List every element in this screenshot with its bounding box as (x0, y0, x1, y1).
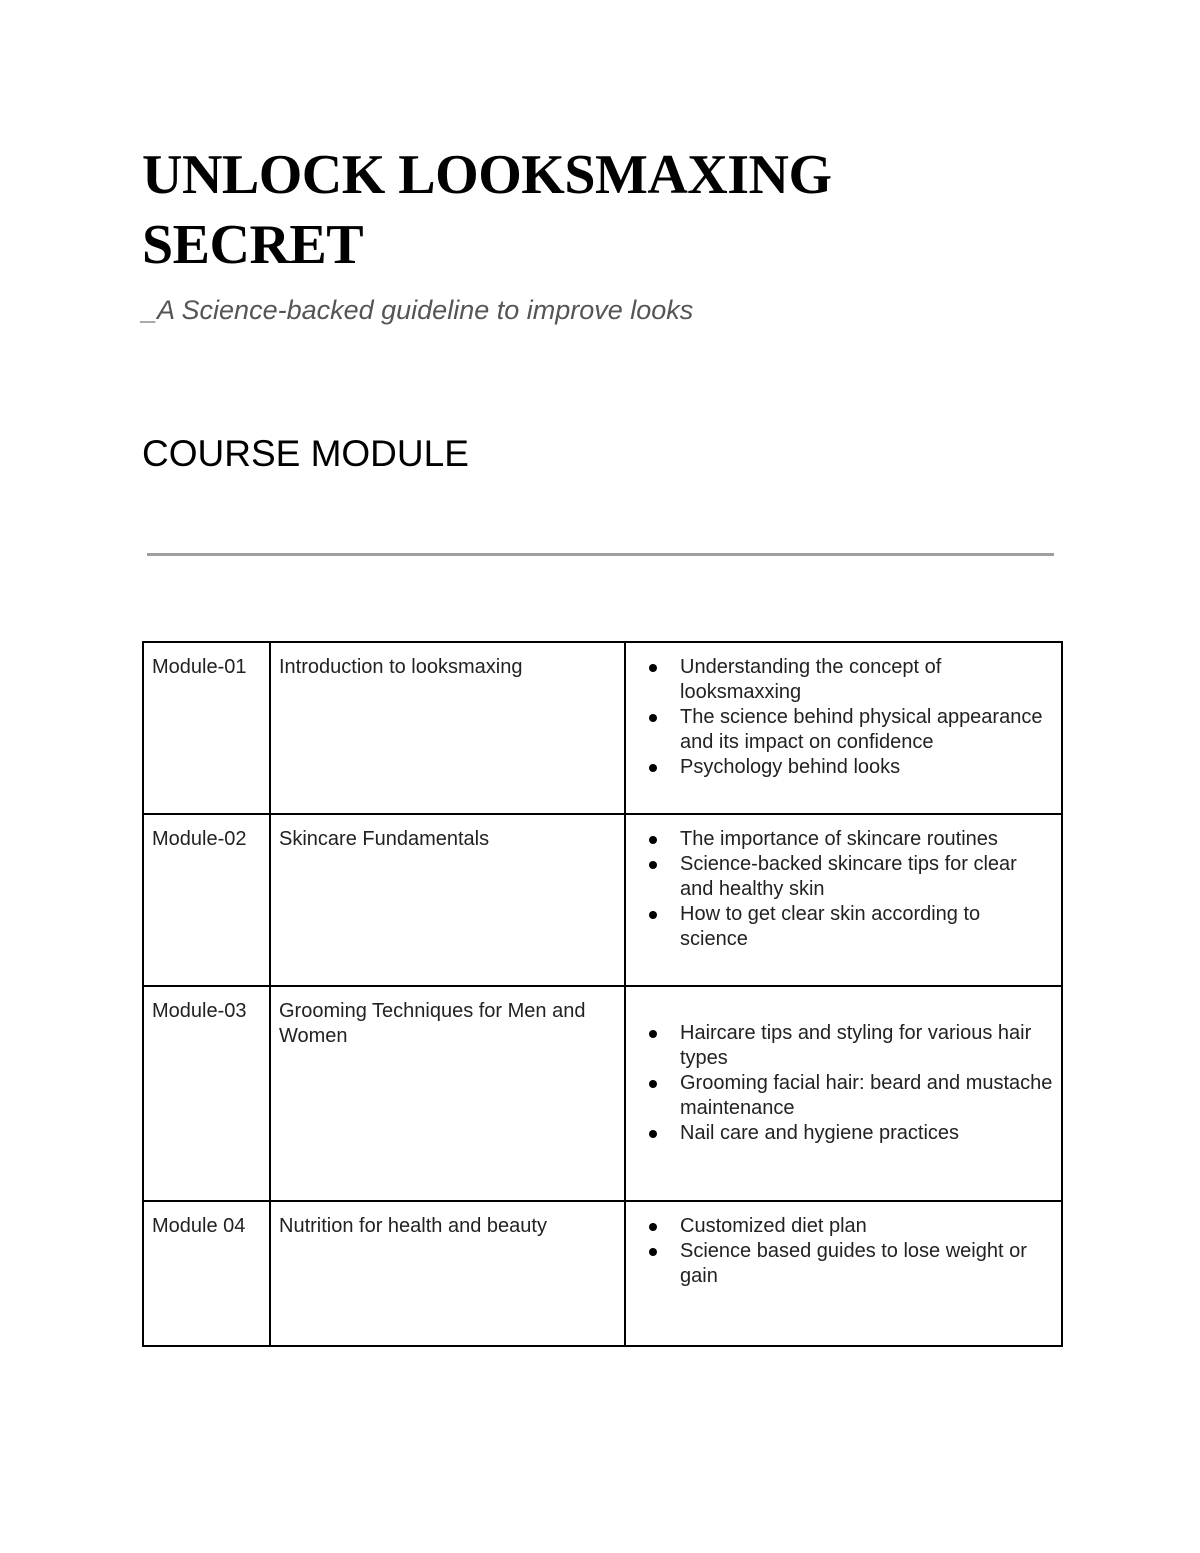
topic-item: The science behind physical appearance and its impact on confidence (680, 705, 1053, 755)
document-title (142, 140, 1042, 280)
module-name-cell: Grooming Techniques for Men and Women (270, 986, 625, 1201)
course-module-table (142, 641, 1063, 1347)
topic-item: Nail care and hygiene practices (680, 1121, 1053, 1146)
document-title-line-1: UNLOCK LOOKSMAXING (142, 144, 832, 206)
module-name-cell: Nutrition for health and beauty (270, 1201, 625, 1346)
topic-item: How to get clear skin according to science (680, 902, 1053, 952)
module-topics-cell (625, 814, 1062, 986)
module-row (143, 986, 1062, 1201)
module-id-cell: Module-02 (143, 814, 270, 986)
module-topics-cell (625, 1201, 1062, 1346)
horizontal-divider (147, 553, 1054, 556)
module-id-cell: Module-01 (143, 642, 270, 814)
topic-item: Haircare tips and styling for various hair types (680, 1021, 1053, 1071)
topic-item: Understanding the concept of looksmaxxing (680, 655, 1053, 705)
topic-list (634, 1214, 1053, 1289)
topic-item: The importance of skincare routines (680, 827, 1053, 852)
topic-list (634, 1021, 1053, 1146)
topic-item: Customized diet plan (680, 1214, 1053, 1239)
module-id-cell: Module 04 (143, 1201, 270, 1346)
topic-item: Psychology behind looks (680, 755, 1053, 780)
topic-item: Grooming facial hair: beard and mustache maintenance (680, 1072, 1053, 1119)
topic-list (634, 655, 1053, 780)
document-title-line-2: SECRET (142, 214, 364, 276)
module-topics-cell (625, 642, 1062, 814)
module-row (143, 1201, 1062, 1346)
topic-list (634, 827, 1053, 952)
module-row (143, 642, 1062, 814)
document-subtitle: _A Science-backed guideline to improve looks (142, 295, 694, 325)
topic-item: Science based guides to lose weight or gain (680, 1239, 1053, 1289)
module-row (143, 814, 1062, 986)
module-name-cell: Skincare Fundamentals (270, 814, 625, 986)
topic-item: Science-backed skincare tips for clear and healthy skin (680, 852, 1053, 902)
module-id-cell: Module-03 (143, 986, 270, 1201)
module-name-cell: Introduction to looksmaxing (270, 642, 625, 814)
module-topics-cell (625, 986, 1062, 1201)
section-heading: COURSE MODULE (142, 433, 469, 474)
